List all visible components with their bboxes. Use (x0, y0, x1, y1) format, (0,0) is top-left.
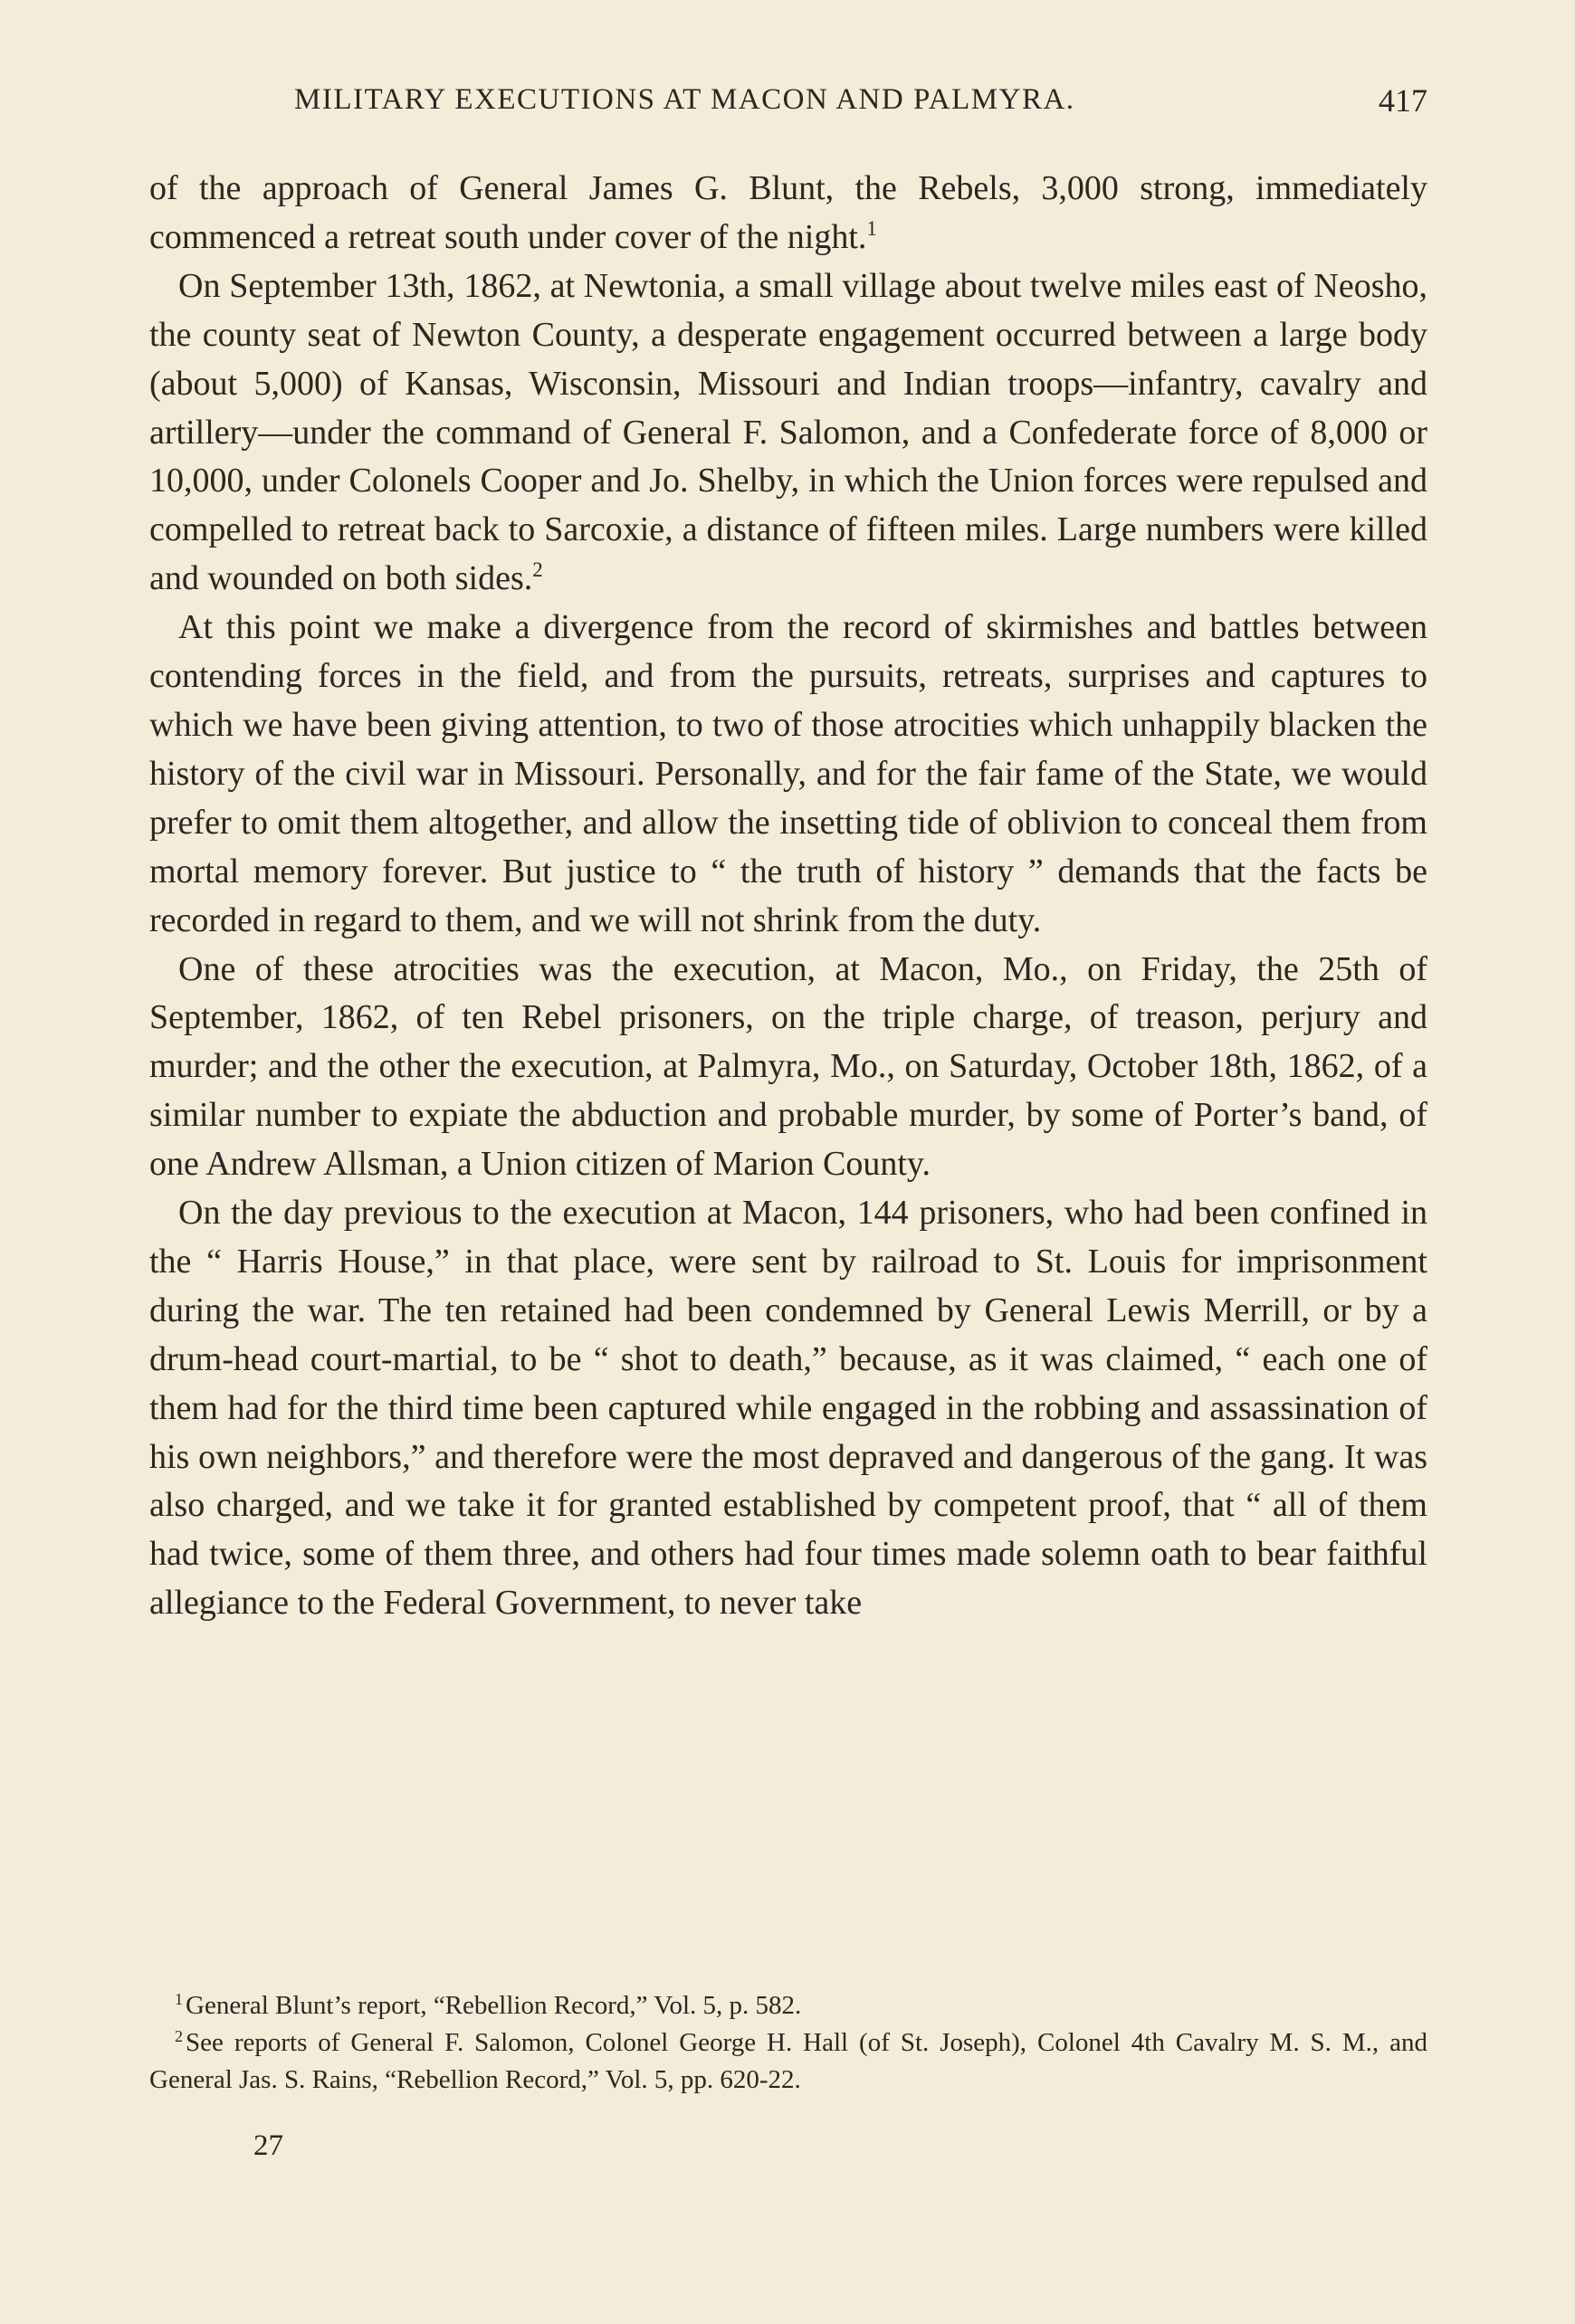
paragraph-text: On the day previous to the execution at Macon, 144 prisoners, who had been confined in the “ Harris House,” in that place, were sent by railroad to St. Louis for imprisonment during the war. The ten retained had been condemned by General Lewis Merrill, or by a drum-head court-martial, to be “ shot to death,” because, as it was claimed, “ each one of them had for the third time been captured while engaged in the robbing and assassination of his own neighbors,” and therefore were the most depraved and dangerous of the gang. It was also charged, and we take it for granted established by competent proof, that “ all of them had twice, some of them three, and others had four times made solemn oath to bear faithful allegiance to the Federal Government, to never take (149, 1194, 1427, 1623)
signature-mark: 27 (253, 2129, 283, 2162)
paragraph (149, 604, 1427, 945)
page-number: 417 (1379, 82, 1427, 119)
page-header (149, 83, 1427, 129)
body-text (149, 165, 1427, 1628)
footnote-text: General Blunt’s report, “Rebellion Record,” Vol. 5, p. 582. (186, 1991, 802, 2020)
footnote (149, 1987, 1427, 2024)
footnote-reference: 1 (866, 216, 877, 240)
footnote-mark: 1 (175, 1990, 183, 2008)
footnote (149, 2024, 1427, 2099)
footnote-text: See reports of General F. Salomon, Colonel George H. Hall (of St. Joseph), Colonel 4th Cavalry M. S. M., and General Jas. S. Rains, “Rebellion Record,” Vol. 5, pp. 620-22. (149, 2028, 1427, 2094)
footnote-mark: 2 (175, 2027, 183, 2045)
running-head: MILITARY EXECUTIONS AT MACON AND PALMYRA. (294, 83, 1075, 116)
paragraph-text: At this point we make a divergence from the record of skirmishes and battles between contending forces in the field, and from the pursuits, retreats, surprises and captures to which we have been giving attention, to two of those atrocities which unhappily blacken the history of the civil war in Missouri. Personally, and for the fair fame of the State, we would prefer to omit them altogether, and allow the insetting tide of oblivion to conceal them from mortal memory forever. But justice to “ the truth of history ” demands that the facts be recorded in regard to them, and we will not shrink from the duty. (149, 608, 1427, 939)
paragraph-text: of the approach of General James G. Blunt, the Rebels, 3,000 strong, immediately commenced a retreat south under cover of the night. (149, 169, 1427, 256)
paragraph (149, 1189, 1427, 1628)
paragraph-continuation (149, 165, 1427, 262)
paragraph-text: One of these atrocities was the execution, at Macon, Mo., on Friday, the 25th of September, 1862, of ten Rebel prisoners, on the triple charge, of treason, perjury and murder; and the other the execution, at Palmyra, Mo., on Saturday, October 18th, 1862, of a similar number to expiate the abduction and probable murder, by some of Porter’s band, of one Andrew Allsman, a Union citizen of Marion County. (149, 949, 1427, 1184)
paragraph-text: On September 13th, 1862, at Newtonia, a small village about twelve miles east of Neosho, the county seat of Newton County, a desperate engagement occurred between a large body (about 5,000) of Kansas, Wisconsin, Missouri and Indian troops—infantry, cavalry and artillery—under the command of General F. Salomon, and a Confederate force of 8,000 or 10,000, under Colonels Cooper and Jo. Shelby, in which the Union forces were repulsed and compelled to retreat back to Sarcoxie, a distance of fifteen miles. Large numbers were killed and wounded on both sides. (149, 266, 1427, 598)
paragraph (149, 946, 1427, 1190)
footnotes (149, 1987, 1427, 2099)
paragraph (149, 262, 1427, 604)
footnote-reference: 2 (532, 558, 543, 582)
